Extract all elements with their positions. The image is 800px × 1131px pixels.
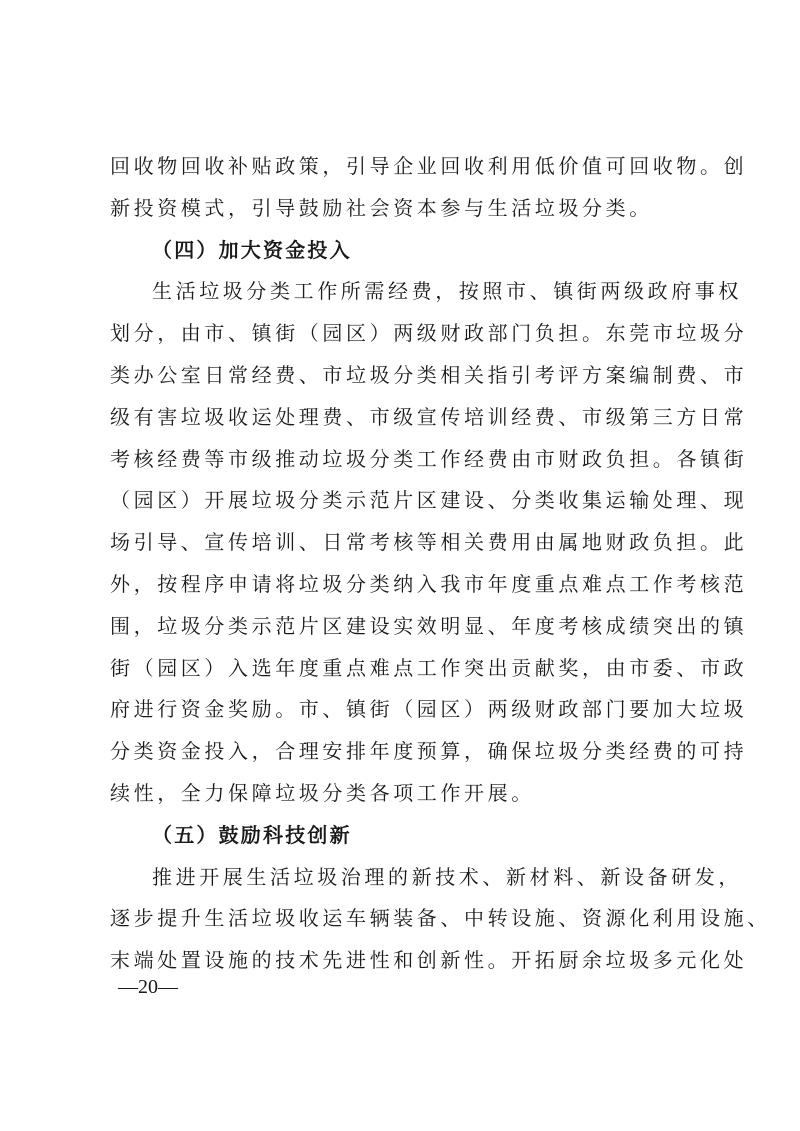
paragraph-line: 围，垃圾分类示范片区建设实效明显、年度考核成绩突出的镇 [110,613,748,638]
page-number: —20— [118,976,178,998]
paragraph-line: （园区）开展垃圾分类示范片区建设、分类收集运输处理、现 [110,488,748,513]
paragraph-line: 续性，全力保障垃圾分类各项工作开展。 [110,780,535,805]
paragraph-line: 逐步提升生活垃圾收运车辆装备、中转设施、资源化利用设施、 [110,906,771,931]
paragraph-line: 分类资金投入，合理安排年度预算，确保垃圾分类经费的可持 [110,739,748,764]
section-heading: （五）鼓励科技创新 [152,822,352,847]
paragraph-line: 外，按程序申请将垃圾分类纳入我市年度重点难点工作考核范 [110,571,748,596]
section-heading: （四）加大资金投入 [152,237,352,262]
paragraph-line: 推进开展生活垃圾治理的新技术、新材料、新设备研发， [152,864,742,889]
paragraph-line: 划分，由市、镇街（园区）两级财政部门负担。东莞市垃圾分 [110,321,748,346]
paragraph-line: 类办公室日常经费、市垃圾分类相关指引考评方案编制费、市 [110,362,748,387]
paragraph-line: 新投资模式，引导鼓励社会资本参与生活垃圾分类。 [110,195,653,220]
paragraph-line: 场引导、宣传培训、日常考核等相关费用由属地财政负担。此 [110,530,748,555]
paragraph-line: 考核经费等市级推动垃圾分类工作经费由市财政负担。各镇街 [110,446,748,471]
paragraph-line: 末端处置设施的技术先进性和创新性。开拓厨余垃圾多元化处 [110,948,748,973]
paragraph-line: 府进行资金奖励。市、镇街（园区）两级财政部门要加大垃圾 [110,697,748,722]
body-text [110,146,771,982]
paragraph-line: 生活垃圾分类工作所需经费，按照市、镇街两级政府事权 [152,279,742,304]
paragraph-line: 街（园区）入选年度重点难点工作突出贡献奖，由市委、市政 [110,655,748,680]
paragraph-line: 回收物回收补贴政策，引导企业回收利用低价值可回收物。创 [110,154,748,178]
paragraph-line: 级有害垃圾收运处理费、市级宣传培训经费、市级第三方日常 [110,404,748,429]
